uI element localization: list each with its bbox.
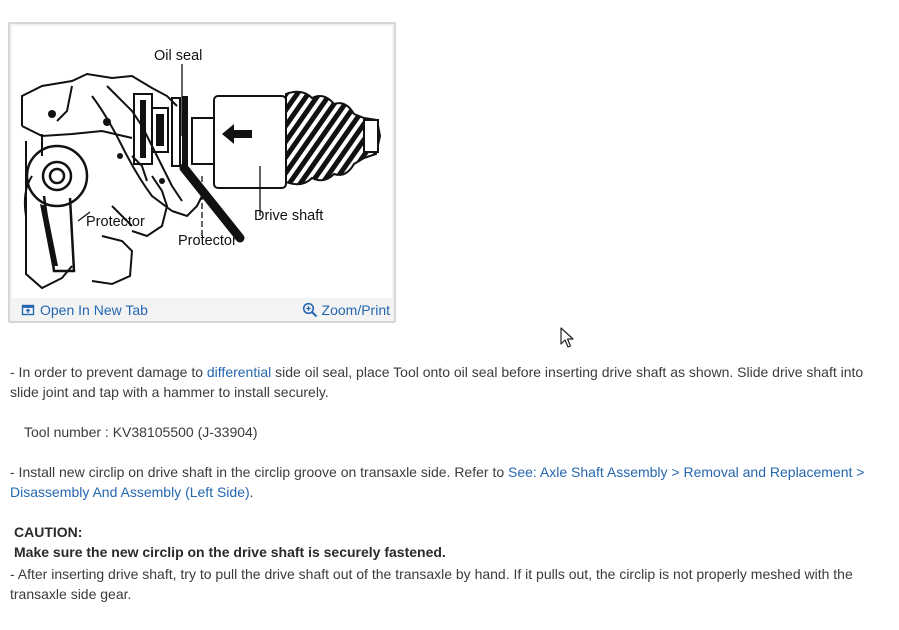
caution-heading: CAUTION:	[14, 524, 83, 540]
paragraph-2-suffix: .	[249, 484, 254, 500]
label-oil-seal: Oil seal	[154, 48, 203, 64]
paragraph-1-prefix: - In order to prevent damage to	[10, 364, 207, 380]
magnifier-plus-icon	[302, 302, 318, 318]
open-in-new-tab-icon	[20, 302, 36, 318]
mouse-pointer-icon	[560, 327, 574, 349]
open-in-new-tab-button[interactable]	[20, 302, 148, 318]
drive-shaft-installation-diagram[interactable]	[12, 26, 392, 298]
instruction-paragraph-3: - After inserting drive shaft, try to pull the drive shaft out of the transaxle by hand. If it pulls out, the circlip is not properly meshed with the transaxle side gear.	[10, 566, 853, 602]
figure-card	[8, 22, 396, 323]
zoom-print-button[interactable]	[302, 302, 390, 318]
paragraph-1-suffix: side oil seal, place Tool onto oil seal before inserting drive shaft as shown. Slide drive shaft into slide joint and tap with a hammer to install securely.	[10, 364, 864, 400]
label-protector-bottom: Protector	[178, 233, 237, 249]
instruction-paragraph-1	[10, 362, 890, 402]
tool-number: Tool number : KV38105500 (J-33904)	[24, 424, 258, 440]
label-drive-shaft: Drive shaft	[254, 208, 324, 224]
caution-text: Make sure the new circlip on the drive shaft is securely fastened.	[14, 544, 446, 560]
zoom-print-label: Zoom/Print	[321, 302, 390, 318]
axle-shaft-assembly-link[interactable]: See: Axle Shaft Assembly > Removal and Replacement > Disassembly And Assembly (Left Side)	[10, 464, 865, 500]
differential-link[interactable]: differential	[206, 364, 272, 380]
instruction-paragraph-2	[10, 462, 890, 502]
label-protector-left: Protector	[86, 214, 145, 230]
open-in-new-tab-label: Open In New Tab	[40, 302, 148, 318]
figure-actions	[10, 300, 394, 322]
paragraph-2-prefix: - Install new circlip on drive shaft in the circlip groove on transaxle side. Refer to	[10, 464, 509, 480]
